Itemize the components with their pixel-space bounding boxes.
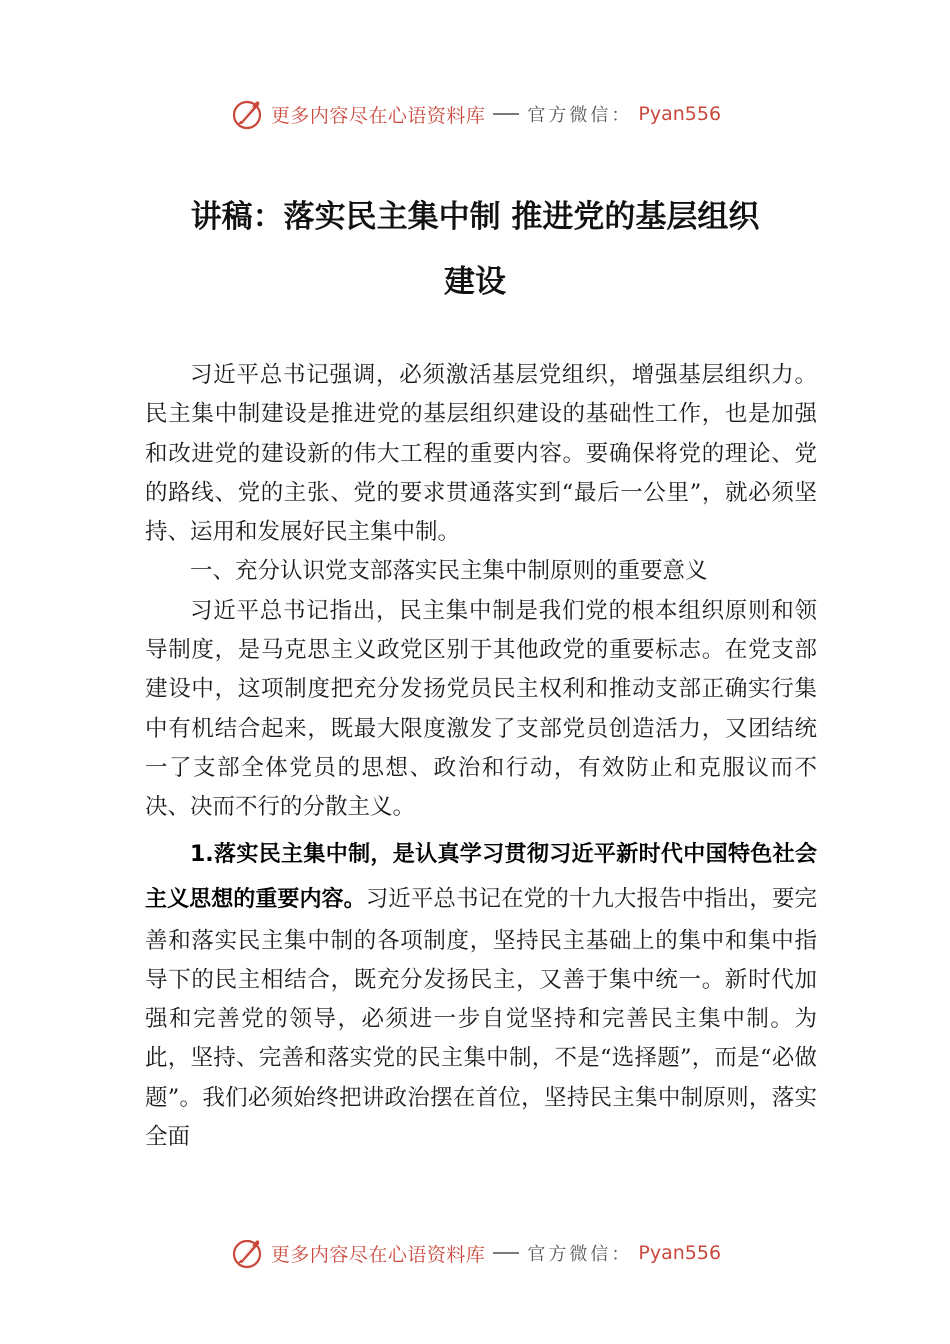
point-1-bold-lead: 1.落实民主集中制，是认真学习贯彻习近平新时代中国特色社会主义思想的重要内容。 [145, 841, 817, 912]
watermark-dash [493, 113, 519, 115]
document-title-line-2: 建设 [444, 264, 506, 300]
point-1-body: 习近平总书记在党的十九大报告中指出，要完善和落实民主集中制的各项制度，坚持民主基础上的集中和集中指导下的民主相结合，既充分发扬民主，又善于集中统一。新时代加强和完善党的领导，必须进一步自觉坚持和完善民主集中制。为此，坚持、完善和落实党的民主集中制，不是“选择题”，而是“必做题”。我们必须始终把讲政治摆在首位，坚持民主集中制原则，落实全面 [145, 885, 817, 1151]
quill-pen-circle-icon [229, 1235, 265, 1271]
section-heading-1: 一、充分认识党支部落实民主集中制原则的重要意义 [190, 558, 708, 585]
watermark-wechat-id: Pyan556 [638, 1242, 722, 1264]
watermark-wechat-label: 官方微信： [527, 1244, 633, 1265]
quill-pen-circle-icon [229, 96, 265, 132]
watermark-wechat-label: 官方微信： [527, 105, 633, 126]
watermark-banner-top [0, 94, 950, 134]
document-body [145, 356, 817, 1157]
watermark-banner-bottom [0, 1233, 950, 1273]
watermark-dash [493, 1252, 519, 1254]
paragraph-intro: 习近平总书记强调，必须激活基层党组织，增强基层组织力。民主集中制建设是推进党的基层组织建设的基础性工作，也是加强和改进党的建设新的伟大工程的重要内容。要确保将党的理论、党的路线、党的主张、党的要求贯通落实到“最后一公里”，就必须坚持、运用和发展好民主集中制。 [145, 362, 817, 546]
paragraph-principle: 习近平总书记指出，民主集中制是我们党的根本组织原则和领导制度，是马克思主义政党区别于其他政党的重要标志。在党支部建设中，这项制度把充分发扬党员民主权利和推动支部正确实行集中有机结合起来，既最大限度激发了支部党员创造活力，又团结统一了支部全体党员的思想、政治和行动，有效防止和克服议而不决、决而不行的分散主义。 [145, 597, 817, 821]
watermark-site-name: 更多内容尽在心语资料库 [270, 1243, 486, 1266]
watermark-wechat-id: Pyan556 [638, 103, 722, 125]
watermark-site-name: 更多内容尽在心语资料库 [270, 104, 486, 127]
paragraph-point-1 [145, 832, 817, 1158]
document-title-line-1: 讲稿：落实民主集中制 推进党的基层组织 [190, 199, 760, 235]
